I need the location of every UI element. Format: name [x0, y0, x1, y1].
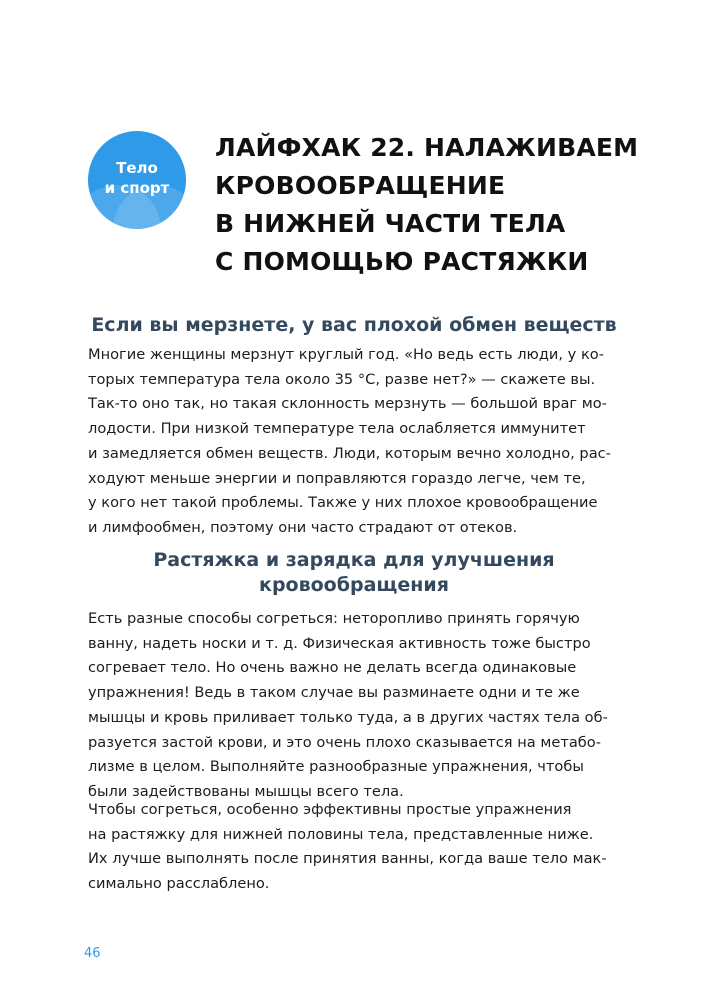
paragraph-line: торых температура тела около 35 °С, разве нет?» — скажете вы. [88, 370, 596, 388]
paragraph-line: у кого нет такой проблемы. Также у них плохое кровообращение [88, 494, 598, 512]
paragraph-line: на растяжку для нижней половины тела, представленные ниже. [88, 825, 594, 843]
paragraph-warming [88, 607, 608, 805]
section-heading-line: Растяжка и зарядка для улучшения [153, 549, 555, 571]
paragraph-line: Есть разные способы согреться: неторопливо принять горячую [88, 610, 580, 627]
paragraph-line: и замедляется обмен веществ. Люди, которым вечно холодно, рас- [88, 444, 611, 462]
paragraph-line: были задействованы мышцы всего тела. [88, 782, 404, 800]
paragraph-line: ходуют меньше энергии и поправляются гораздо легче, чем те, [88, 469, 586, 487]
paragraph-line: согревает тело. Но очень важно не делать всегда одинаковые [88, 659, 577, 677]
chapter-title-line: ЛАЙФХАК 22. НАЛАЖИВАЕМ [215, 133, 639, 162]
chapter-title-line: КРОВООБРАЩЕНИЕ [215, 171, 506, 200]
section-heading-line: кровообращения [259, 574, 449, 596]
paragraph-line: ванну, надеть носки и т. д. Физическая активность тоже быстро [88, 634, 591, 652]
paragraph-line: разуется застой крови, и это очень плохо сказывается на метабо- [88, 733, 601, 751]
paragraph-line: Их лучше выполнять после принятия ванны, когда ваше тело мак- [88, 850, 607, 868]
paragraph-line: симально расслаблено. [88, 875, 270, 893]
paragraph-exercises [88, 798, 608, 897]
paragraph-line: упражнения! Ведь в таком случае вы разминаете одни и те же [88, 684, 580, 702]
chapter-title [215, 129, 685, 281]
section-heading-line: Если вы мерзнете, у вас плохой обмен веществ [91, 314, 617, 336]
badge-label-line: и спорт [104, 179, 170, 197]
paragraph-line: мышцы и кровь приливает только туда, а в других частях тела об- [88, 708, 608, 726]
chapter-title-line: С ПОМОЩЬЮ РАСТЯЖКИ [215, 247, 589, 276]
chapter-title-line: В НИЖНЕЙ ЧАСТИ ТЕЛА [215, 209, 566, 238]
paragraph-line: Так-то оно так, но такая склонность мерзнуть — большой враг мо- [88, 395, 607, 413]
paragraph-line: Чтобы согреться, особенно эффективны простые упражнения [88, 801, 572, 818]
paragraph-line: и лимфообмен, поэтому они часто страдают от отеков. [88, 518, 518, 536]
section-heading-stretching [60, 548, 648, 598]
paragraph-line: лизме в целом. Выполняйте разнообразные упражнения, чтобы [88, 758, 584, 776]
section-heading-cold [60, 313, 648, 338]
badge-label [88, 158, 186, 198]
page-number: 46 [84, 946, 101, 961]
paragraph-cold [88, 343, 611, 541]
paragraph-line: Многие женщины мерзнут круглый год. «Но ведь есть люди, у ко- [88, 346, 604, 363]
category-badge [88, 131, 186, 229]
paragraph-line: лодости. При низкой температуре тела ослабляется иммунитет [88, 420, 586, 438]
badge-label-line: Тело [116, 159, 158, 177]
